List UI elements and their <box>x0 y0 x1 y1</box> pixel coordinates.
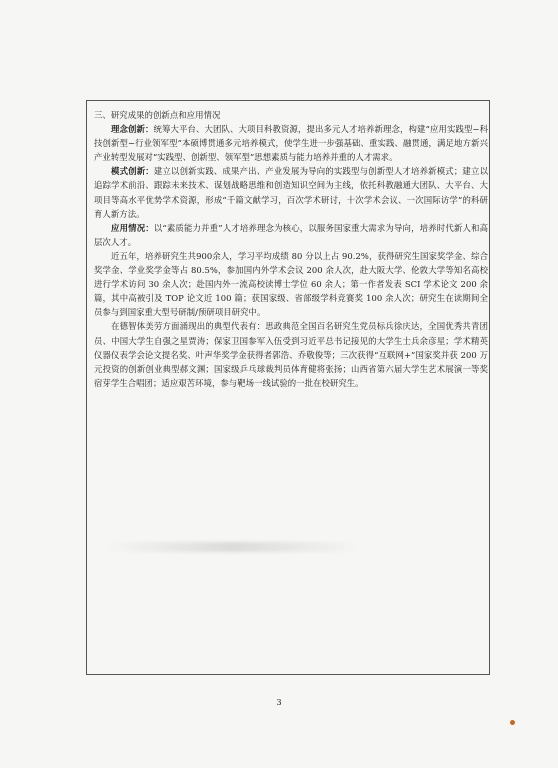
paragraph-results: 近五年，培养研究生共900余人，学习平均成绩 80 分以上占 90.2%，获得研究生国家奖学金、综合奖学金、学业奖学金等占 80.5%，参加国内外学术会议 200 余人次，赴大阪大学、伦敦大学等知名高校进行学术访问 30 余人次；赴国内外一流高校读博士学位 60 余人；第一作者发表 SCI 学术论文 200 余篇，其中高被引及 TOP 论文近 100 篇；获国家级、省部级学科竞赛奖 100 余人次；研究生在读期间全员参与到国家重大型号研制/预研项目研究中。 <box>94 250 488 318</box>
paragraph-title: 理念创新： <box>111 124 154 135</box>
paragraph-title: 应用情况： <box>111 222 154 233</box>
paragraph-text: 以“素质能力并重”人才培养理念为核心，以服务国家重大需求为导向，培养时代新人和高层次人才。 <box>94 222 489 247</box>
ink-mark <box>509 719 515 725</box>
document-body <box>94 108 488 390</box>
paragraph-text: 建立以创新实践、成果产出、产业发展为导向的实践型与创新型人才培养新模式；建立以追踪学术前沿、跟踪未来技术、谋划战略思维和创造知识空间为主线，依托科教融通大团队、大平台、大项目等高水平优势学术资源，形成“千篇文献学习，百次学术研讨，十次学术会议、一次国际访学”的科研育人新方法。 <box>94 166 488 219</box>
paragraph-text: 统筹大平台、大团队、大项目科教资源，提出多元人才培养新理念，构建“应用实践型−科技创新型−行业领军型”本硕博贯通多元培养模式，使学生进一步强基础、重实践、融贯通，满足地方新兴产业转型发展对“实践型、创新型、领军型”思想素质与能力培养并重的人才需求。 <box>94 124 489 163</box>
paragraph-concept-innovation <box>94 122 488 164</box>
bleed-through-text <box>108 542 358 552</box>
paragraph-title: 模式创新： <box>111 166 154 177</box>
paragraph-application <box>94 221 488 249</box>
section-heading: 三、研究成果的创新点和应用情况 <box>94 110 221 120</box>
paragraph-representatives: 在德智体美劳方面涌现出的典型代表有：思政典范全国百名研究生党员标兵徐庆达，全国优秀共青团员、中国大学生自强之星贾涛；保家卫国参军入伍受到习近平总书记接见的大学生士兵余彦星；学术精英仪器仪表学会论文提名奖、叶声华奖学金获得者郭浩、乔敬俊等；三次获得“互联网+”国家奖并获 200 万元投资的创新创业典型郝文渊；国家级乒乓球裁判员体育健将张扬；山西省第六届大学生艺术展演一等奖宿芽学生合唱团；适应艰苦环境，参与靶场一线试验的一批在校研究生。 <box>94 321 488 388</box>
page-number: 3 <box>276 698 282 707</box>
paragraph-model-innovation <box>94 164 488 220</box>
